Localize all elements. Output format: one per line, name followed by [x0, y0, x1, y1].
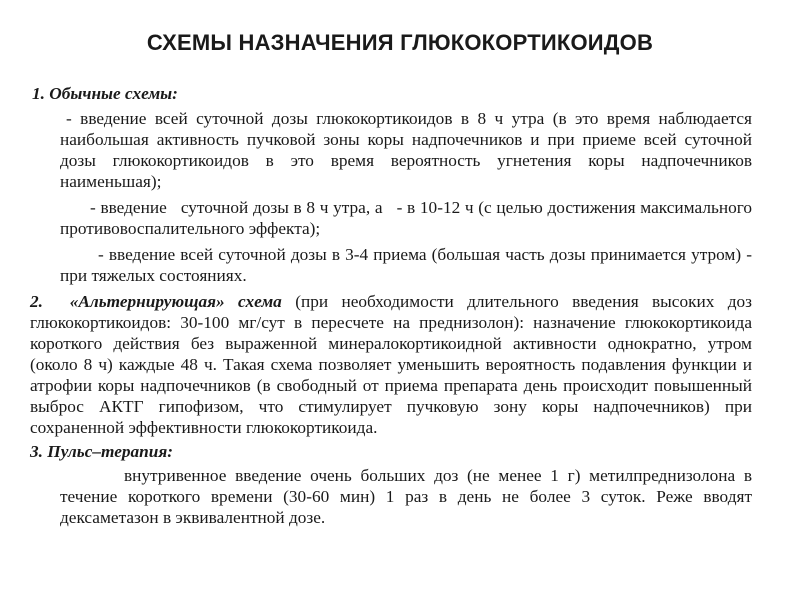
section-1-heading: 1. Обычные схемы: [32, 84, 178, 103]
section-2-text: (при необходимости длительного введения высоких доз глюкокортикоидов: 30-100 мг/сут в пересчете на преднизолон): назначение глюкокортикоида короткого действия без выраженной минералокортикоидной активности однократно, утром (около 8 ч) каждые 48 ч. Такая схема позволяет уменьшить вероятность подавления функции и атрофии коры надпочечников (в свободный от приема препарата день происходит повышенный выброс АКТГ гипофизом, что стимулирует пучковую зону коры надпочечников) при сохраненной эффективности глюкокортикоида. [30, 292, 752, 437]
section-3-text: внутривенное введение очень больших доз (не менее 1 г) метилпреднизолона в течение короткого времени (30-60 мин) 1 раз в день не более 3 суток. Реже вводят дексаметазон в эквивалентной дозе. [60, 466, 752, 528]
section-3-heading: 3. Пульс–терапия: [30, 441, 174, 461]
section-1-item-1-text: - введение всей суточной дозы глюкокортикоидов в 8 ч утра (в это время наблюдается наибольшая активность пучковой зоны коры надпочечников и при приеме всей суточной дозы глюкокортикоидов в это время вероятность угнетения коры надпочечников наименьшая); [60, 108, 752, 191]
section-2-name: «Альтернирующая» схема [69, 292, 282, 312]
section-2 [30, 292, 752, 438]
section-2-number: 2. [30, 292, 43, 312]
section-1-item-3 [60, 245, 752, 287]
section-1-item-2-start: - введение [90, 197, 167, 217]
section-1-item-2 [60, 198, 752, 241]
section-1-item-1 [60, 109, 752, 193]
section-1-item-2-end: - в 10-12 ч (с целью достижения максимального противовоспалительного эффекта); [60, 197, 753, 239]
section-1-item-3-text: - введение всей суточной дозы в 3-4 приема (большая часть дозы принимается утром) - при тяжелых состояниях. [60, 245, 752, 286]
section-3-paragraph [60, 466, 752, 529]
section-1-item-2-middle: суточной дозы в 8 ч утра, а [180, 197, 383, 217]
slide-content [30, 84, 752, 529]
slide-title: СХЕМЫ НАЗНАЧЕНИЯ ГЛЮКОКОРТИКОИДОВ [146, 30, 654, 55]
